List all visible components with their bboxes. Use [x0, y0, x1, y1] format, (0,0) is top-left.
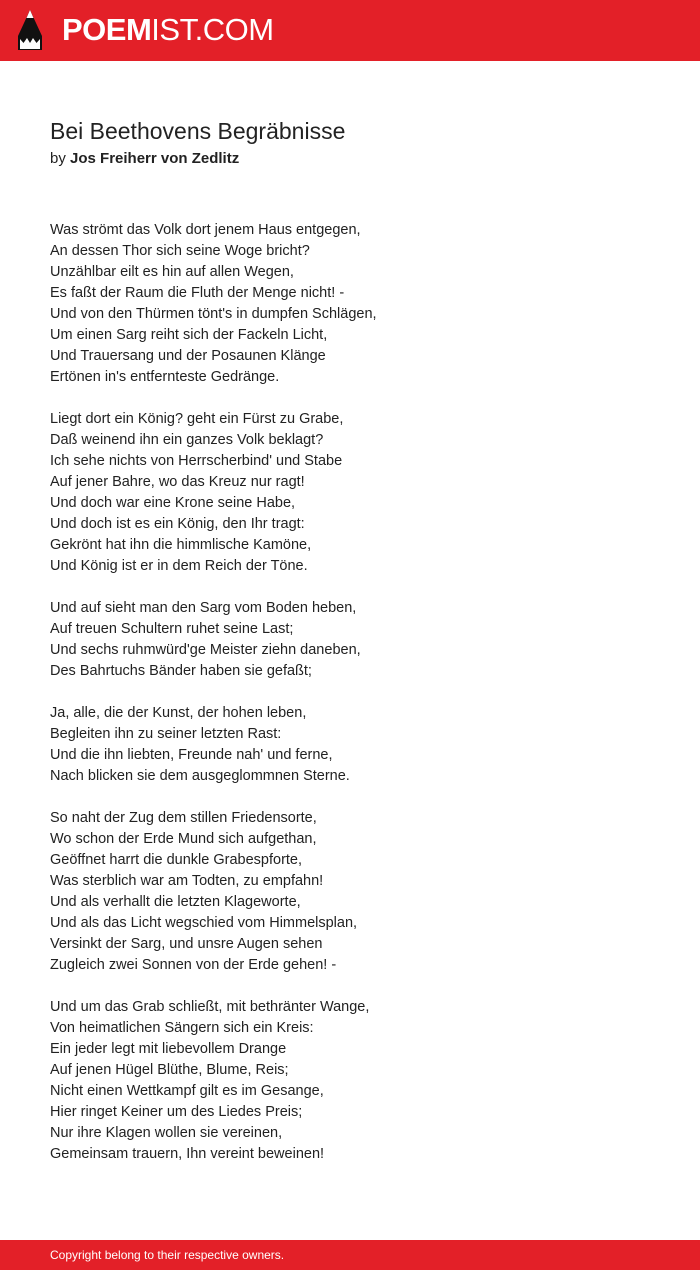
logo-bold-text: POEM	[62, 12, 152, 47]
stanza	[50, 598, 650, 682]
poem-line: Und als verhallt die letzten Klageworte,	[50, 894, 301, 910]
poem-title: Bei Beethovens Begräbnisse	[50, 118, 346, 144]
by-label: by	[50, 150, 66, 167]
poem-line: Was sterblich war am Todten, zu empfahn!	[50, 873, 324, 889]
poem-line: Auf jenen Hügel Blüthe, Blume, Reis;	[50, 1062, 289, 1078]
poem-body	[50, 220, 650, 1165]
stanza	[50, 808, 650, 976]
poem-line: Und Trauersang und der Posaunen Klänge	[50, 348, 326, 364]
poem-line: Nach blicken sie dem ausgeglommnen Sterne.	[50, 768, 350, 784]
poem-line: Auf jener Bahre, wo das Kreuz nur ragt!	[50, 474, 305, 490]
poem-line: Begleiten ihn zu seiner letzten Rast:	[50, 726, 282, 742]
poem-line: Daß weinend ihn ein ganzes Volk beklagt?	[50, 432, 324, 448]
poem-line: Nur ihre Klagen wollen sie vereinen,	[50, 1125, 283, 1141]
poem-line: Unzählbar eilt es hin auf allen Wegen,	[50, 264, 294, 280]
stanza	[50, 220, 650, 388]
author-name: Jos Freiherr von Zedlitz	[70, 150, 240, 167]
byline	[50, 147, 650, 171]
poem-line: Nicht einen Wettkampf gilt es im Gesange,	[50, 1083, 324, 1099]
poem-line: Gemeinsam trauern, Ihn vereint beweinen!	[50, 1146, 325, 1162]
poem-line: Und doch war eine Krone seine Habe,	[50, 495, 296, 511]
poem-line: Auf treuen Schultern ruhet seine Last;	[50, 621, 294, 637]
poem-line: Wo schon der Erde Mund sich aufgethan,	[50, 831, 317, 847]
stanza	[50, 409, 650, 577]
poem-line: An dessen Thor sich seine Woge bricht?	[50, 243, 310, 259]
poem-line: So naht der Zug dem stillen Friedensorte,	[50, 810, 317, 826]
copyright-text: Copyright belong to their respective owners.	[50, 1248, 285, 1262]
poem-line: Liegt dort ein König? geht ein Fürst zu Grabe,	[50, 411, 344, 427]
site-logo[interactable]	[62, 12, 274, 48]
poem-line: Um einen Sarg reiht sich der Fackeln Licht,	[50, 327, 328, 343]
poem-line: Ja, alle, die der Kunst, der hohen leben,	[50, 705, 307, 721]
site-header	[0, 0, 700, 61]
poem-line: Und doch ist es ein König, den Ihr tragt:	[50, 516, 305, 532]
logo-light-text: IST.COM	[151, 12, 274, 47]
poem-line: Es faßt der Raum die Fluth der Menge nicht! -	[50, 285, 345, 301]
poem-line: Gekrönt hat ihn die himmlische Kamöne,	[50, 537, 312, 553]
pencil-icon[interactable]	[16, 9, 44, 51]
stanza	[50, 703, 650, 787]
poem-line: Und König ist er in dem Reich der Töne.	[50, 558, 308, 574]
poem-line: Hier ringet Keiner um des Liedes Preis;	[50, 1104, 303, 1120]
poem-line: Und sechs ruhmwürd'ge Meister ziehn daneben,	[50, 642, 361, 658]
poem-line: Ertönen in's entfernteste Gedränge.	[50, 369, 280, 385]
poem-line: Und um das Grab schließt, mit bethränter Wange,	[50, 999, 370, 1015]
poem-line: Versinkt der Sarg, und unsre Augen sehen	[50, 936, 323, 952]
poem-line: Und als das Licht wegschied vom Himmelsplan,	[50, 915, 358, 931]
poem-line: Des Bahrtuchs Bänder haben sie gefaßt;	[50, 663, 312, 679]
poem-content	[50, 116, 650, 1186]
poem-line: Und von den Thürmen tönt's in dumpfen Schlägen,	[50, 306, 377, 322]
poem-line: Ich sehe nichts von Herrscherbind' und Stabe	[50, 453, 343, 469]
poem-line: Von heimatlichen Sängern sich ein Kreis:	[50, 1020, 314, 1036]
poem-line: Ein jeder legt mit liebevollem Drange	[50, 1041, 287, 1057]
poem-line: Und die ihn liebten, Freunde nah' und ferne,	[50, 747, 333, 763]
poem-line: Und auf sieht man den Sarg vom Boden heben,	[50, 600, 357, 616]
poem-line: Was strömt das Volk dort jenem Haus entgegen,	[50, 222, 361, 238]
poem-line: Zugleich zwei Sonnen von der Erde gehen! -	[50, 957, 337, 973]
poem-line: Geöffnet harrt die dunkle Grabespforte,	[50, 852, 303, 868]
stanza	[50, 997, 650, 1165]
site-footer	[0, 1240, 700, 1270]
